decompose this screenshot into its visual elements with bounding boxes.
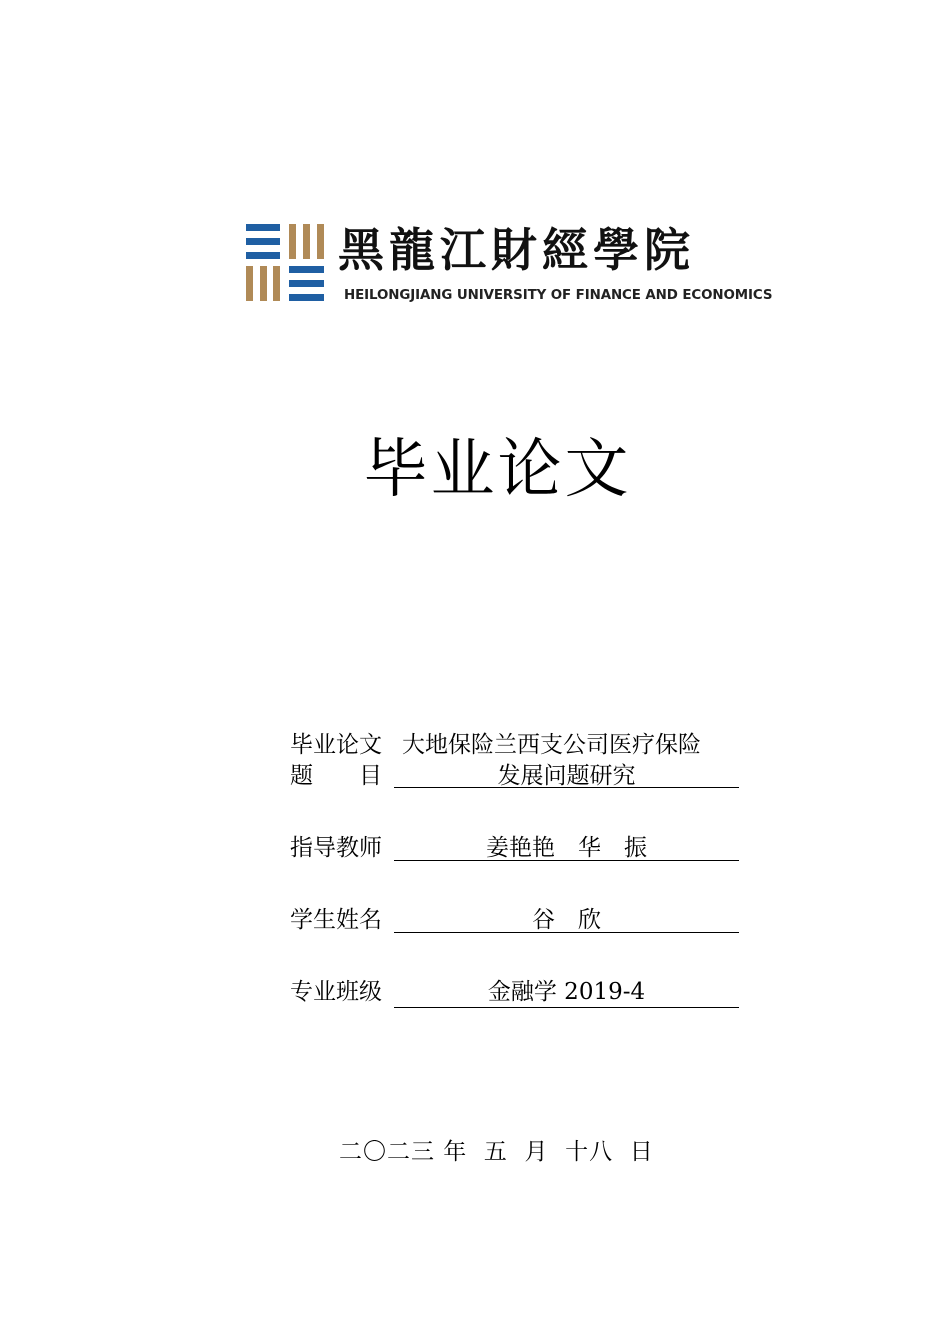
emblem-bar: [289, 266, 324, 273]
emblem-bar: [289, 280, 324, 287]
student-label: 学生姓名: [290, 907, 382, 933]
topic-label-line2: 题 目: [290, 763, 382, 789]
class-underline: [394, 1007, 739, 1008]
topic-underline: [394, 787, 739, 788]
emblem-bar: [289, 294, 324, 301]
advisor-label: 指导教师: [290, 835, 382, 861]
university-logo: [246, 222, 791, 304]
topic-value-line1: 大地保险兰西支公司医疗保险: [402, 732, 701, 758]
emblem-bar: [303, 224, 310, 259]
emblem-bar: [317, 224, 324, 259]
emblem-bar: [273, 266, 280, 301]
emblem-bar: [246, 238, 280, 245]
class-label: 专业班级: [290, 979, 382, 1005]
emblem-bar: [260, 266, 267, 301]
emblem-bar: [246, 252, 280, 259]
topic-value-line2: 发展问题研究: [497, 763, 636, 789]
advisor-underline: [394, 860, 739, 861]
student-underline: [394, 932, 739, 933]
university-name-en: HEILONGJIANG UNIVERSITY OF FINANCE AND ECONOMICS: [344, 288, 773, 303]
emblem-bar: [246, 266, 253, 301]
document-title: 毕业论文: [363, 433, 632, 507]
university-emblem-icon: [246, 222, 326, 302]
emblem-bar: [246, 224, 280, 231]
class-value: 金融学 2019-4: [487, 979, 646, 1005]
advisor-value: 姜艳艳 华 振: [486, 835, 647, 861]
topic-label-line1: 毕业论文: [290, 732, 382, 758]
student-value: 谷 欣: [532, 907, 601, 933]
university-name-cn: 黑龍江財經學院: [338, 223, 695, 277]
submission-date: 二〇二三 年 五 月 十八 日: [339, 1139, 654, 1165]
emblem-bar: [289, 224, 296, 259]
